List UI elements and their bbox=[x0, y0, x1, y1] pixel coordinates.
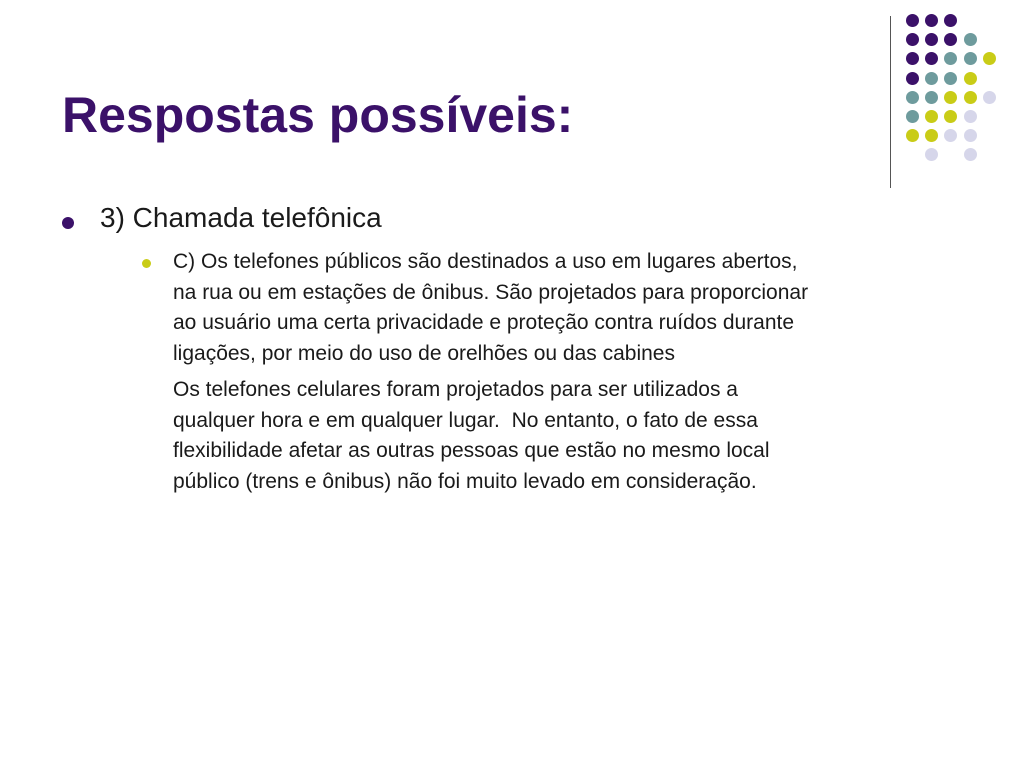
decorative-dot bbox=[906, 129, 919, 142]
decorative-dot bbox=[944, 33, 957, 46]
decorative-dot bbox=[925, 72, 938, 85]
decorative-divider bbox=[890, 16, 891, 188]
bullet-dot-icon bbox=[62, 217, 74, 229]
decorative-dot bbox=[925, 110, 938, 123]
decorative-dot bbox=[925, 129, 938, 142]
decorative-dot bbox=[925, 148, 938, 161]
decorative-dot bbox=[944, 72, 957, 85]
paragraph-cell-phones bbox=[173, 375, 963, 497]
decorative-dot bbox=[906, 72, 919, 85]
decorative-dot bbox=[983, 91, 996, 104]
decorative-dot bbox=[964, 110, 977, 123]
slide-title: Respostas possíveis: bbox=[62, 87, 574, 143]
decorative-dot bbox=[925, 91, 938, 104]
decorative-dot bbox=[944, 129, 957, 142]
paragraph-line: na rua ou em estações de ônibus. São projetados para proporcionar bbox=[173, 280, 809, 304]
decorative-dot bbox=[944, 14, 957, 27]
paragraph-line: Os telefones celulares foram projetados para ser utilizados a bbox=[173, 378, 738, 401]
paragraph-line: qualquer hora e em qualquer lugar. No entanto, o fato de essa bbox=[173, 408, 758, 432]
decorative-dot bbox=[906, 91, 919, 104]
decorative-dot bbox=[964, 52, 977, 65]
decorative-dot bbox=[944, 91, 957, 104]
decorative-dot bbox=[944, 110, 957, 123]
paragraph-line: C) Os telefones públicos são destinados a uso em lugares abertos, bbox=[173, 250, 798, 273]
sub-bullet-paragraph-public-phones bbox=[173, 247, 963, 369]
decorative-dot bbox=[944, 52, 957, 65]
decorative-dot bbox=[964, 33, 977, 46]
decorative-dot bbox=[906, 14, 919, 27]
paragraph-line: ligações, por meio do uso de orelhões ou das cabines bbox=[173, 341, 675, 365]
decorative-dot bbox=[906, 52, 919, 65]
decorative-dot bbox=[964, 148, 977, 161]
bullet-item-chamada-telefonica: 3) Chamada telefônica bbox=[100, 202, 382, 233]
decorative-dot bbox=[906, 33, 919, 46]
decorative-dot bbox=[983, 52, 996, 65]
decorative-dot bbox=[964, 91, 977, 104]
decorative-dot bbox=[964, 129, 977, 142]
decorative-dot bbox=[906, 110, 919, 123]
sub-bullet-dot-icon bbox=[142, 259, 151, 268]
paragraph-line: ao usuário uma certa privacidade e proteção contra ruídos durante bbox=[173, 311, 795, 334]
decorative-dot bbox=[925, 14, 938, 27]
decorative-dot-grid bbox=[906, 14, 1016, 164]
paragraph-line: flexibilidade afetar as outras pessoas que estão no mesmo local bbox=[173, 439, 770, 462]
paragraph-line: público (trens e ônibus) não foi muito levado em consideração. bbox=[173, 469, 757, 493]
decorative-dot bbox=[964, 72, 977, 85]
decorative-dot bbox=[925, 52, 938, 65]
decorative-dot bbox=[925, 33, 938, 46]
